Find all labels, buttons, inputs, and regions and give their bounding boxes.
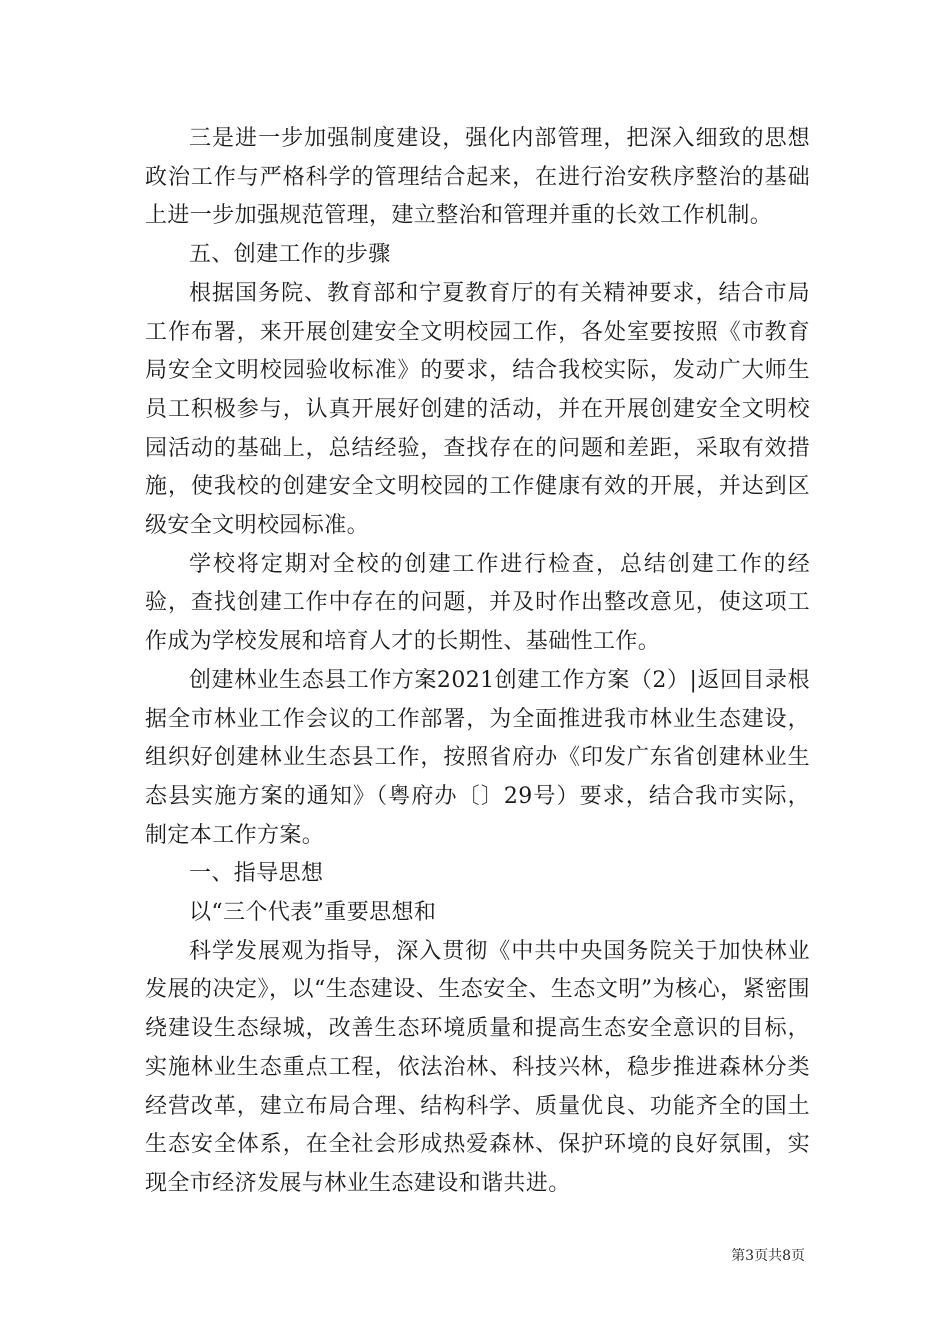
section-heading: 一、指导思想 — [189, 861, 324, 887]
paragraph: 创建林业生态县工作方案2021创建工作方案（2）|返回目录根据全市林业工作会议的工作部署，为全面推进我市林业生态建设，组织好创建林业生态县工作，按照省府办《印发广东省创建林业生态县实施方案的通知》（粤府办〔〕29号）要求，结合我市实际，制定本工作方案。 — [145, 667, 810, 848]
page-number: 第3页共8页 — [731, 1248, 805, 1264]
paragraph: 以“三个代表”重要思想和 — [189, 900, 437, 926]
paragraph: 三是进一步加强制度建设，强化内部管理，把深入细致的思想政治工作与严格科学的管理结合起来，在进行治安秩序整治的基础上进一步加强规范管理，建立整治和管理并重的长效工作机制。 — [145, 126, 810, 229]
document-body — [145, 120, 810, 1204]
section-heading: 五、创建工作的步骤 — [189, 242, 391, 268]
paragraph: 学校将定期对全校的创建工作进行检查，总结创建工作的经验，查找创建工作中存在的问题，并及时作出整改意见，使这项工作成为学校发展和培育人才的长期性、基础性工作。 — [145, 551, 810, 655]
paragraph: 科学发展观为指导，深入贯彻《中共中央国务院关于加快林业发展的决定》，以“生态建设、生态安全、生态文明”为核心，紧密围绕建设生态绿城，改善生态环境质量和提高生态安全意识的目标，实施林业生态重点工程，依法治林、科技兴林，稳步推进森林分类经营改革，建立布局合理、结构科学、质量优良、功能齐全的国土生态安全体系，在全社会形成热爱森林、保护环境的良好氛围，实现全市经济发展与林业生态建设和谐共进。 — [145, 938, 810, 1196]
paragraph: 根据国务院、教育部和宁夏教育厅的有关精神要求，结合市局工作布署，来开展创建安全文明校园工作，各处室要按照《市教育局安全文明校园验收标准》的要求，结合我校实际，发动广大师生员工积极参与，认真开展好创建的活动，并在开展创建安全文明校园活动的基础上，总结经验，查找存在的问题和差距，采取有效措施，使我校的创建安全文明校园的工作健康有效的开展，并达到区级安全文明校园标准。 — [145, 280, 810, 539]
